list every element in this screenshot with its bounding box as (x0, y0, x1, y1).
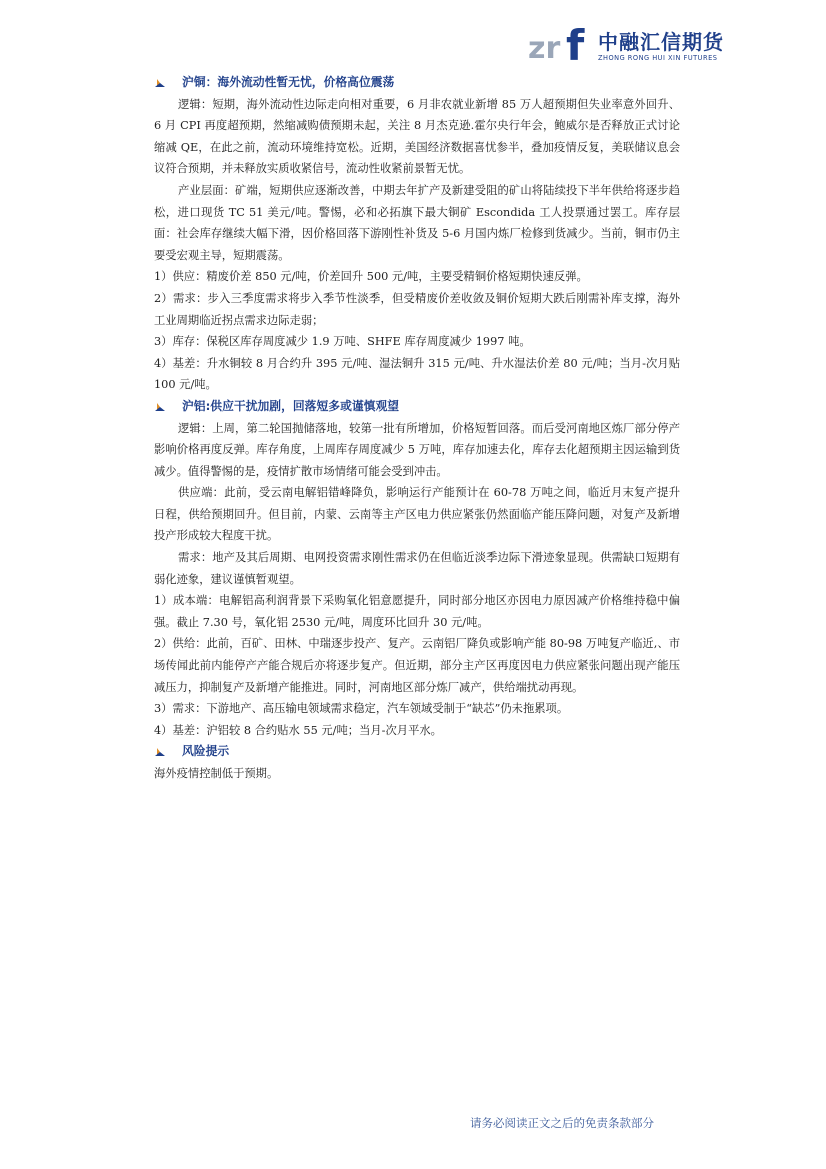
report-body (154, 72, 680, 785)
bullet-icon (154, 746, 166, 758)
risk-text: 海外疫情控制低于预期。 (154, 767, 279, 780)
svg-text:zr: zr (528, 31, 561, 66)
copper-logic-paragraph: 逻辑：短期，海外流动性边际走向相对重要，6 月非农就业新增 85 万人超预期但失业率意外回升、6 月 CPI 再度超预期，然缩减购债预期未起，关注 8 月杰克逊.霍尔央行年会，鲍威尔是否释放正式讨论缩减 QE，在此之前，流动环境维持宽松。近期，美国经济数据喜忧参半，叠加疫情反复，美联储议息会议符合预期，并未释放实质收紧信号，流动性收紧前景暂无忧。 (154, 97, 680, 176)
zrf-logo-icon (528, 22, 594, 66)
company-logo (528, 20, 728, 68)
aluminum-cost-item: 1）成本端：电解铝高利润背景下采购氧化铝意愿提升，同时部分地区亦因电力原因减产价格维持稳中偏强。截止 7.30 号，氧化铝 2530 元/吨，周度环比回升 30 元/吨。 (154, 594, 680, 629)
section-heading-aluminum (154, 396, 680, 418)
aluminum-supply-side-paragraph: 供应端：此前，受云南电解铝错峰降负，影响运行产能预计在 60-78 万吨之间，临近月末复产提升日程，供给预期回升。但目前，内蒙、云南等主产区电力供应紧张仍然面临产能压降问题，对复产及新增投产形成较大程度干扰。 (154, 486, 680, 543)
bullet-icon (154, 77, 166, 89)
aluminum-supply-item: 2）供给：此前，百矿、田林、中瑞逐步投产、复产。云南铝厂降负或影响产能 80-98 万吨复产临近,、市场传闻此前内能停产产能合规后亦将逐步复产。但近期，部分主产区再度因电力供应紧张问题出现产能压减压力，抑制复产及新增产能推进。同时，河南地区部分炼厂减产，供给端扰动再现。 (154, 637, 680, 694)
aluminum-basis-item: 4）基差：沪铝较 8 合约贴水 55 元/吨；当月-次月平水。 (154, 723, 442, 737)
copper-supply-item: 1）供应：精废价差 850 元/吨，价差回升 500 元/吨，主要受精铜价格短期快速反弹。 (154, 270, 588, 284)
aluminum-logic-paragraph: 逻辑：上周，第二轮国抛储落地，较第一批有所增加，价格短暂回落。而后受河南地区炼厂部分停产影响价格再度反弹。库存角度，上周库存周度减少 5 万吨，库存加速去化，库存去化超预期主因运输到货减少。值得警惕的是，疫情扩散市场情绪可能会受到冲击。 (154, 421, 680, 478)
copper-heading-text: 沪铜：海外流动性暂无忧，价格高位震荡 (182, 75, 395, 89)
aluminum-demand-item: 3）需求：下游地产、高压输电领域需求稳定，汽车领域受制于“缺芯”仍未拖累项。 (154, 702, 569, 716)
footer-disclaimer: 请务必阅读正文之后的免责条款部分 (470, 1116, 654, 1130)
risk-heading-text: 风险提示 (182, 744, 230, 759)
logo-chinese-name: 中融汇信期货 (598, 30, 724, 54)
copper-demand-item: 2）需求：步入三季度需求将步入季节性淡季，但受精废价差收敛及铜价短期大跌后刚需补库支撑，海外工业周期临近拐点需求边际走弱； (154, 291, 680, 327)
bullet-icon (154, 401, 166, 413)
section-heading-risk (154, 741, 680, 763)
aluminum-demand-side-paragraph: 需求：地产及其后周期、电网投资需求刚性需求仍在但临近淡季边际下滑迹象显现。供需缺口短期有弱化迹象，建议谨慎暂观望。 (154, 551, 680, 586)
aluminum-heading-text: 沪铝:供应干扰加剧，回落短多或谨慎观望 (182, 398, 400, 413)
copper-inventory-item: 3）库存：保税区库存周度减少 1.9 万吨、SHFE 库存周度减少 1997 吨。 (154, 335, 531, 349)
section-heading-copper (154, 72, 680, 94)
copper-basis-item: 4）基差：升水铜较 8 月合约升 395 元/吨、湿法铜升 315 元/吨、升水湿法价差 80 元/吨；当月-次月贴 100 元/吨。 (154, 356, 680, 392)
logo-english-name: ZHONG RONG HUI XIN FUTURES (598, 54, 718, 62)
svg-text:f: f (566, 22, 585, 66)
copper-industry-paragraph: 产业层面：矿端，短期供应逐渐改善，中期去年扩产及新建受阻的矿山将陆续投下半年供给将逐步趋松，进口现货 TC 51 美元/吨。警惕，必和必拓旗下最大铜矿 Escondida 工人投票通过罢工。库存层面：社会库存继续大幅下滑，因价格回落下游刚性补货及 5-6 月国内炼厂检修到货减少。当前，铜市仍主要受宏观主导，短期震荡。 (154, 183, 680, 262)
